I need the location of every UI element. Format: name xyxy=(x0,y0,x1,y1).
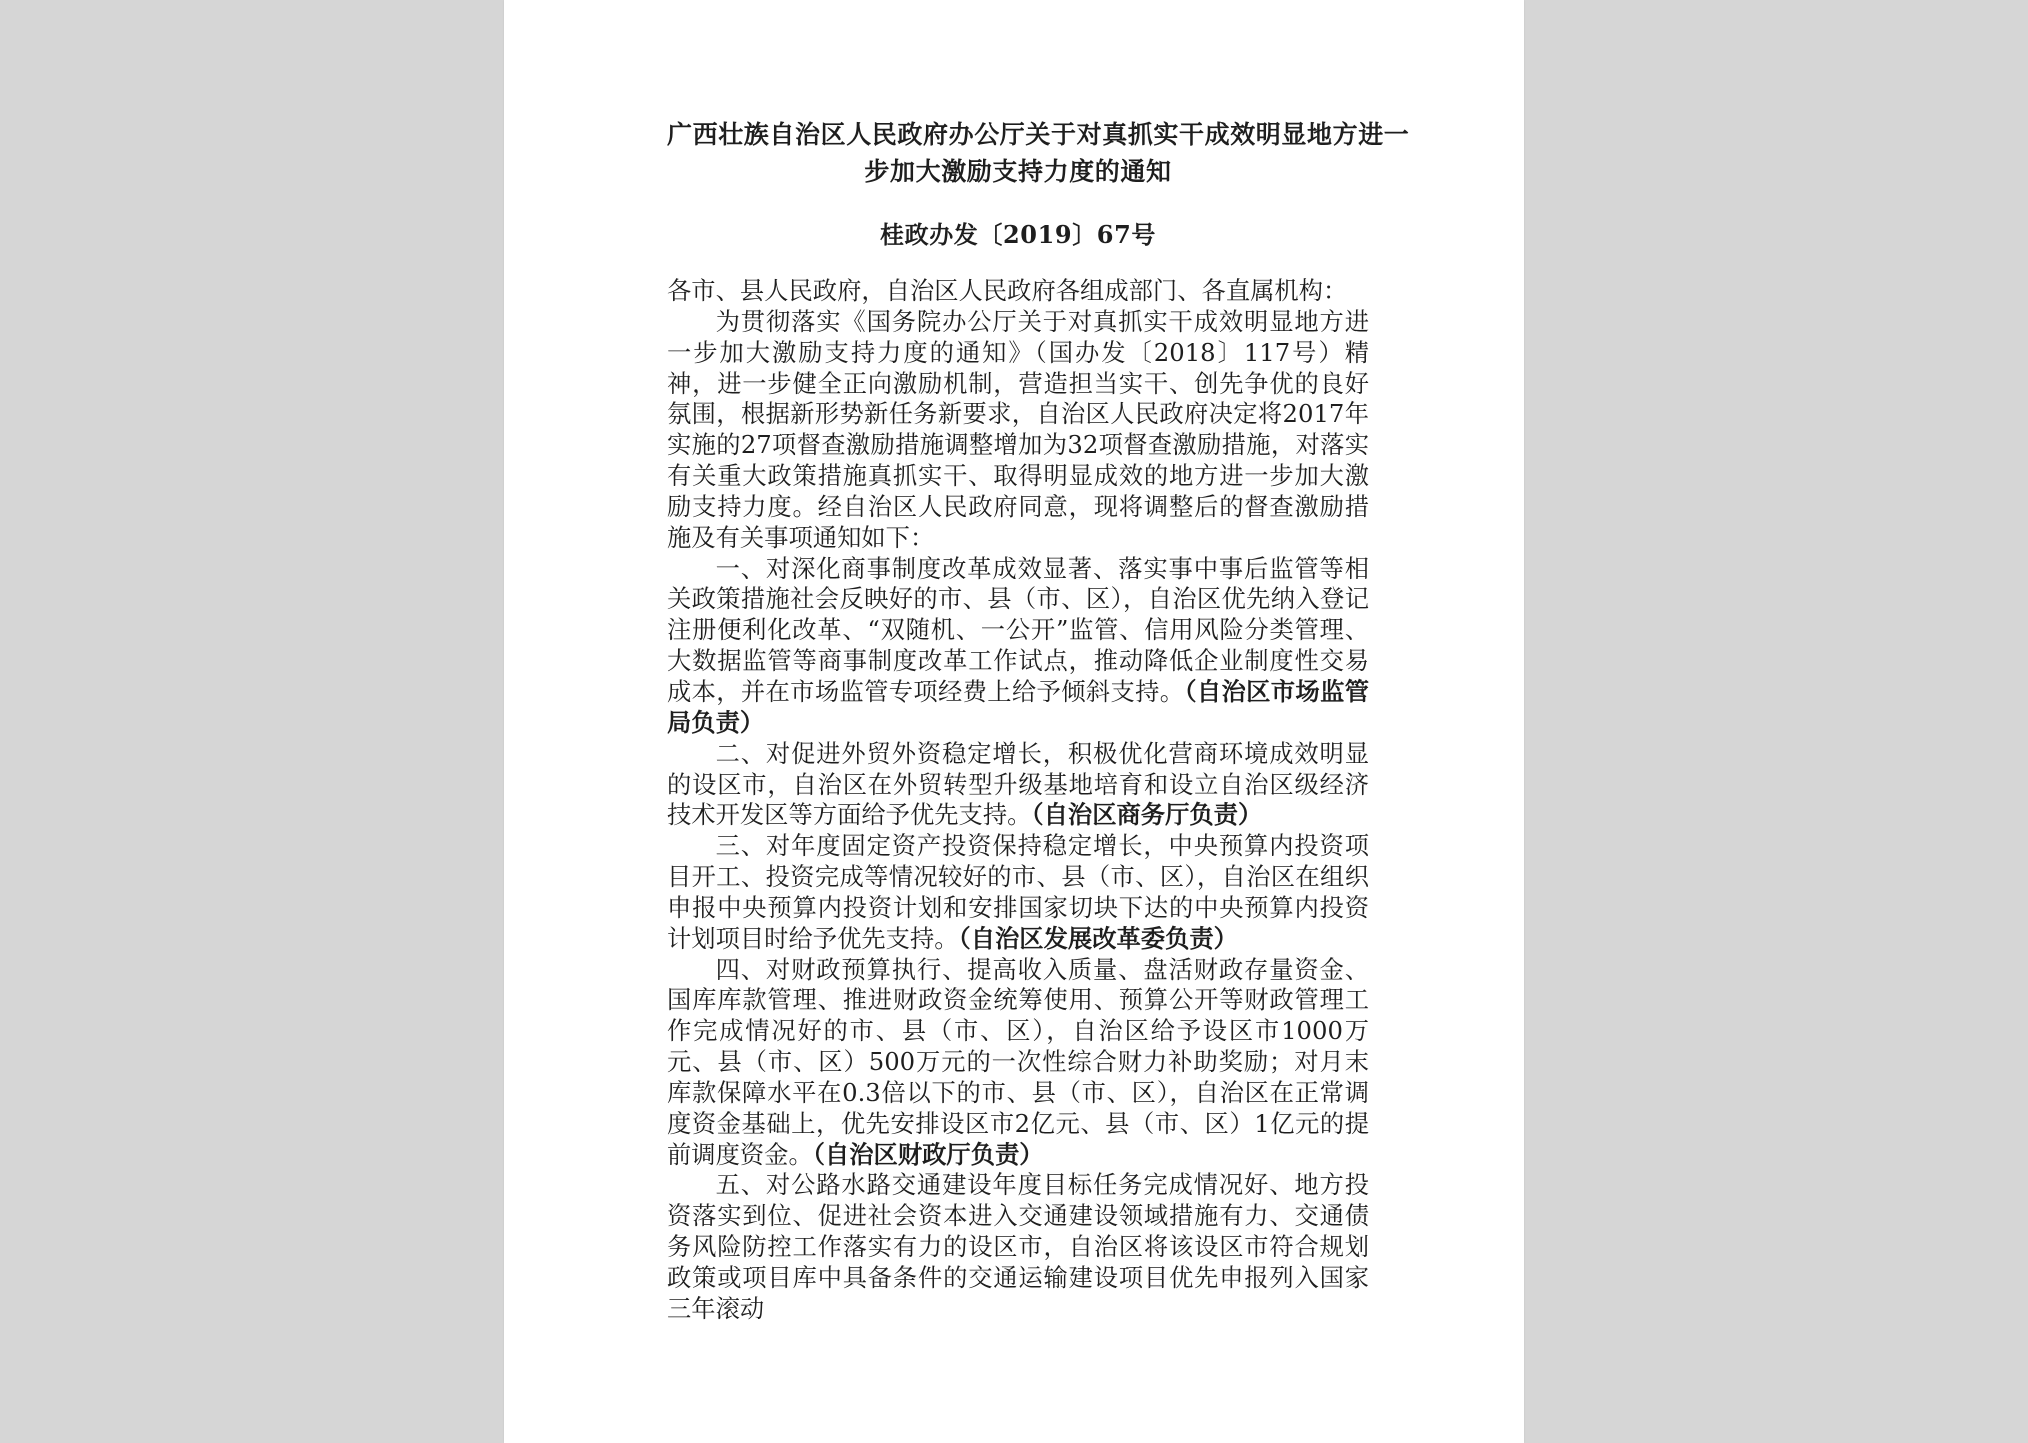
salutation: 各市、县人民政府，自治区人民政府各组成部门、各直属机构： xyxy=(667,276,1348,305)
responsible-department: （自治区商务厅负责） xyxy=(1031,800,1263,830)
responsible-department: （自治区财政厅负责） xyxy=(812,1139,1044,1169)
responsible-department: （自治区发展改革委负责） xyxy=(958,923,1238,953)
document-number: 桂政办发〔2019〕67号 xyxy=(880,220,1156,249)
item-text: 四、对财政预算执行、提高收入质量、盘活财政存量资金、国库库款管理、推进财政资金统筹使用、预算公开等财政管理工作完成情况好的市、县（市、区），自治区给予设区市1000万元、县（市、区）500万元的一次性综合财力补助奖励；对月末库款保障水平在0.3倍以下的市、县（市、区），自治区在正常调度资金基础上，优先安排设区市2亿元、县（市、区）1亿元的提前调度资金。 xyxy=(667,954,1369,1169)
document-title xyxy=(667,116,1410,190)
item-text: 三、对年度固定资产投资保持稳定增长，中央预算内投资项目开工、投资完成等情况较好的市、县（市、区），自治区在组织申报中央预算内投资计划和安排国家切块下达的中央预算内投资计划项目时给予优先支持。 xyxy=(667,831,1369,953)
paragraph-item-5 xyxy=(667,1170,1369,1324)
intro-paragraph: 为贯彻落实《国务院办公厅关于对真抓实干成效明显地方进一步加大激励支持力度的通知》（国办发〔2018〕117号）精神，进一步健全正向激励机制，营造担当实干、创先争优的良好氛围，根据新形势新任务新要求，自治区人民政府决定将2017年实施的27项督查激励措施调整增加为32项督查激励措施，对落实有关重大政策措施真抓实干、取得明显成效的地方进一步加大激励支持力度。经自治区人民政府同意，现将调整后的督查激励措施及有关事项通知如下： xyxy=(667,306,1369,552)
document-page xyxy=(504,0,1524,1443)
document-body xyxy=(667,276,1369,1325)
item-text: 五、对公路水路交通建设年度目标任务完成情况好、地方投资落实到位、促进社会资本进入交通建设领域措施有力、交通债务风险防控工作落实有力的设区市，自治区将该设区市符合规划政策或项目库中具备条件的交通运输建设项目优先申报列入国家三年滚动 xyxy=(667,1170,1369,1323)
paragraph-item-2 xyxy=(667,739,1369,832)
title-line: 广西壮族自治区人民政府办公厅关于对真抓实干成效明显地方进一 xyxy=(667,120,1410,149)
item-text: 一、对深化商事制度改革成效显著、落实事中事后监管等相关政策措施社会反映好的市、县（市、区），自治区优先纳入登记注册便利化改革、“双随机、一公开”监管、信用风险分类管理、大数据监管等商事制度改革工作试点，推动降低企业制度性交易成本，并在市场监管专项经费上给予倾斜支持。 xyxy=(667,553,1369,706)
paragraph-item-3 xyxy=(667,831,1369,954)
item-text: 二、对促进外贸外资稳定增长，积极优化营商环境成效明显的设区市，自治区在外贸转型升级基地培育和设立自治区级经济技术开发区等方面给予优先支持。 xyxy=(667,738,1369,830)
responsible-department: （自治区市场监管局负责） xyxy=(667,676,1369,737)
title-line: 步加大激励支持力度的通知 xyxy=(864,157,1172,186)
paragraph-item-1 xyxy=(667,554,1369,739)
paragraph-item-4 xyxy=(667,955,1369,1171)
